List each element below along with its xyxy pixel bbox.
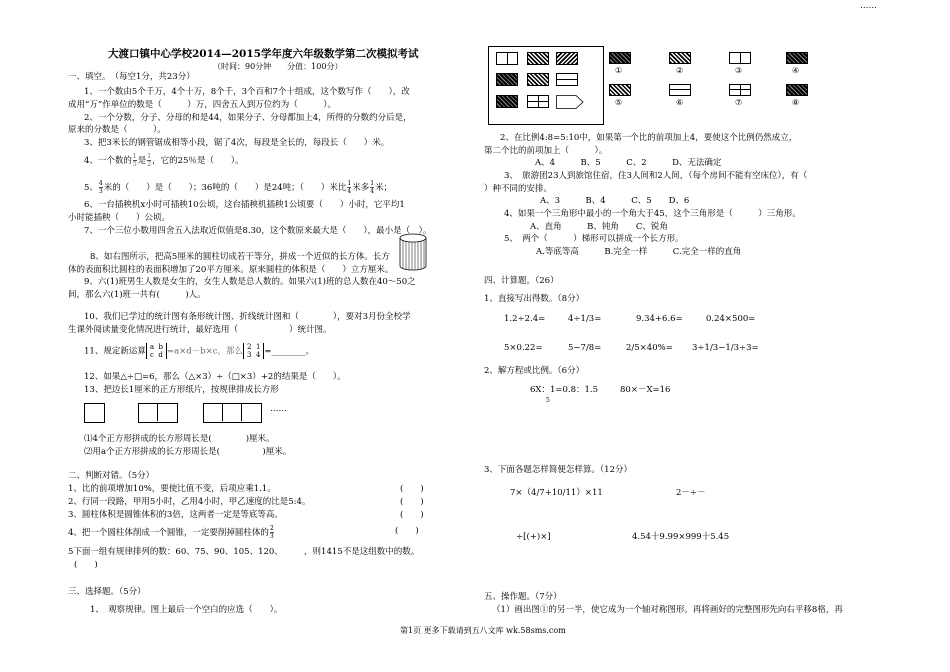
pattern-cell-8-hsplit: [527, 101, 549, 102]
pattern-cell-3: [556, 52, 578, 65]
option-3-split: [740, 52, 741, 64]
top-dots: ……: [860, 1, 877, 11]
equation-2: 80×－X=16: [620, 385, 671, 395]
q5: 5、 $\frac{4}{3}$ 米的（ ）是（ ）；36吨的（ ）是24吨；（ ）米比 $\frac{1}{4}$ 米多 $\frac{1}{4}$ 米；: [84, 180, 393, 195]
q3: 3、把3米长的钢管锯成相等小段，锯了4次，每段是全长的，每段长（ ）米。: [84, 138, 390, 148]
q11: 11、规定新运算 a b c d =a×d－b×c，那么 2 1 3 4 =________。: [84, 343, 315, 359]
q1-line2: 成用“万”作单位的数是（ ）万，四舍五入到万位约为（ ）。: [68, 100, 336, 110]
q2-line1: 2、一个分数，分子、分母的和是44，如果分子、分母都加上4，所得的分数约分后是，: [84, 113, 412, 123]
option-6-figure: [669, 84, 691, 96]
determinant-1: a b c d: [146, 343, 167, 359]
choice-3-line1: 3、 旅游团23人到旅馆住宿，住3人间和2人间，（每个房间不能有空床位），有（: [504, 171, 808, 181]
option-1-figure: [609, 52, 631, 64]
q13-part1: ⑴4个正方形拼成的长方形周长是( )厘米。: [84, 434, 275, 444]
judge-3-paren: ( ): [400, 510, 424, 520]
judge-3: 3、圆柱体积是圆锥体积的3倍，这两者一定是等底等高。: [68, 510, 283, 520]
cylinder-figure: [395, 232, 431, 272]
section-operation-heading: 五、操作题。（7分）: [484, 592, 562, 602]
equation-heading: 2、解方程或比例。（6分）: [484, 366, 585, 376]
q9-line2: 间，那么六(1)班一共有( )人。: [68, 290, 206, 300]
judge-4-paren: ( ): [395, 526, 419, 536]
option-7-vsplit: [740, 84, 741, 96]
choice-1: 1、 观察规律。图上最后一个空白的应选（ ）。: [90, 605, 283, 615]
pattern-cell-5: [527, 73, 549, 86]
section-judge-heading: 二、判断对错。（5分）: [68, 471, 155, 481]
q8-line1: 8、如右图所示，把高5厘米的圆柱切成若干等分，拼成一个近似的长方体。长方: [90, 252, 390, 262]
q12: 12、如果△÷□=6，那么（△×3）÷（□×3）+2的结果是（ ）。: [84, 372, 346, 382]
pattern-cell-arrow: [556, 95, 584, 110]
simplify-2: 2－÷－: [676, 488, 706, 498]
option-1-label: ①: [615, 66, 623, 75]
choice-2-line2: 第二个比的前项加上（ ）。: [484, 146, 608, 156]
judge-5: 5下面一组有规律排列的数：60、75、90、105、120、 ，则1415不是这组数中的数。: [68, 547, 420, 557]
exam-subtitle: （时间：90分钟 分值：100分）: [213, 62, 343, 71]
pattern-cell-2: [527, 52, 549, 65]
q2-line2: 原来的分数是（ ）。: [68, 125, 166, 135]
operation-1: （1）画出图①的另一半，使它成为一个轴对称图形。再将画好的完整图形先向右平移8格，再: [492, 605, 843, 615]
choice-4-options: A、直角 B、钝角 C、锐角: [530, 222, 668, 232]
q1-line1: 1、一个数由5个千万，4个十万，8个千，3个百和7个十组成，这个数写作（ ），改: [84, 87, 410, 97]
option-4-label: ④: [792, 66, 800, 75]
pattern-cell-6-split: [556, 79, 578, 80]
option-6-split: [669, 89, 691, 90]
determinant-2: 2 1 3 4: [243, 343, 264, 359]
pattern-cell-4: [496, 73, 518, 86]
calc-r2-c2: 5−7/8=: [568, 343, 602, 353]
choice-3-line2: ）种不同的安排。: [484, 184, 553, 194]
calc-r2-c3: 2/5×40%=: [626, 343, 673, 353]
equation-1-denominator: 5: [546, 397, 550, 404]
rect-2-divider: [157, 403, 158, 421]
squares-dots: ……: [270, 404, 287, 414]
choice-3-options: A、3 B、4 C、5 D、6: [540, 196, 690, 206]
page-footer: 第1页 更多下载请到五八文库 wk.58sms.com: [400, 626, 566, 635]
square-1: [84, 403, 105, 423]
simplify-heading: 3、下面各题怎样简便怎样算。（12分）: [484, 465, 632, 475]
option-5-figure: [609, 84, 631, 96]
option-4-figure: [786, 52, 808, 64]
choice-5: 5、 两个（ ）梯形可以拼成一个长方形。: [504, 234, 684, 244]
q9-line1: 9、六(1)班男生人数是女生的，女生人数是总人数的。如果六(1)班的总人数在40～50之: [84, 277, 416, 287]
judge-2-paren: ( ): [400, 497, 424, 507]
pattern-cell-7: [496, 95, 518, 108]
rect-3-divider-b: [241, 403, 242, 421]
option-3-label: ③: [735, 66, 743, 75]
equation-1: 6X：1=0.8：1.5: [530, 385, 599, 395]
judge-5-paren: ( ): [74, 560, 98, 570]
calc-r1-c1: 1.2÷2.4=: [504, 314, 546, 324]
calc-r2-c1: 5×0.22=: [504, 343, 543, 353]
calc-r2-c4: 3÷1/3−1/3÷3=: [692, 343, 759, 353]
calc-direct-heading: 1、直接写出得数。（8分）: [484, 294, 585, 304]
q4: 4、一个数的 $\frac{1}{5}$ 是 $\frac{1}{2}$ ，它的25％是（ ）。: [84, 153, 244, 168]
choice-2-line1: 2、在比例4:8=5:10中，如果第一个比的前项加上4，要使这个比例仍然成立，: [500, 133, 798, 143]
section-fill-heading: 一、填空。 （每空1分，共23分）: [68, 72, 195, 82]
q13-part2: ⑵用a个正方形拼成的长方形周长是( )厘米。: [84, 447, 292, 457]
calc-r1-c3: 9.34+6.6=: [636, 314, 683, 324]
judge-1: 1、比的前项增加10%，要使比值不变，后项应乘1.1。: [68, 484, 276, 494]
judge-4: 4、把一个圆柱体削成一个圆锥，一定要削掉圆柱体的 $\frac{2}{3}$: [68, 525, 274, 540]
fraction-2-3: $\frac{2}{3}$: [269, 525, 274, 540]
section-calc-heading: 四、计算题。（26）: [484, 276, 559, 286]
option-2-figure: [669, 52, 691, 64]
fraction-1-5: $\frac{1}{5}$: [132, 153, 137, 168]
option-2-label: ②: [676, 66, 684, 75]
calc-r1-c4: 0.24×500=: [706, 314, 756, 324]
choice-2-options: A、4 B、5 C、2 D、无法确定: [535, 158, 722, 168]
option-5-label: ⑤: [615, 98, 623, 107]
q6-line1: 6、一台插秧机x小时可插秧10公顷，这台插秧机插秧1公顷要（ ）小时，它平均1: [84, 200, 405, 210]
rect-2: [138, 403, 178, 423]
q6-line2: 小时能插秧（ ）公顷。: [68, 213, 171, 223]
choice-4: 4、如果一个三角形中最小的一个角大于45，这个三角形是（ ）三角形。: [504, 209, 801, 219]
choice-5-options: A.等底等高 B.完全一样 C.完全一样的直角: [536, 247, 742, 257]
rect-3-divider-a: [222, 403, 223, 421]
q8-line2: 体的表面积比圆柱的表面积增加了20平方厘米。原来圆柱的体积是（ ）立方厘米。: [68, 265, 394, 275]
option-8-figure: [786, 84, 808, 96]
option-6-label: ⑥: [676, 98, 684, 107]
option-7-hsplit: [729, 89, 751, 90]
fraction-1-4: $\frac{1}{4}$: [347, 180, 352, 195]
rect-3: [203, 403, 262, 423]
q10-line1: 10、我们已学过的统计图有条形统计图、折线统计图和（ ），要对3月份全校学: [84, 312, 411, 322]
q7: 7、一个三位小数用四舍五入法取近似值是8.30，这个数原来最大是（ ），最小是（ ）。: [84, 226, 432, 236]
fraction-4-3: $\frac{4}{3}$: [98, 180, 103, 195]
q13: 13、把边长1厘米的正方形纸片，按规律排成长方形: [84, 385, 279, 395]
simplify-1: 7×（4/7+10/11）×11: [510, 488, 603, 498]
exam-title: 大渡口镇中心学校2014—2015学年度六年级数学第二次模拟考试: [108, 48, 419, 60]
judge-2: 2、行同一段路，甲用5小时，乙用4小时，甲乙速度的比是5:4。: [68, 497, 311, 507]
q10-line2: 生课外阅读量变化情况进行统计，最好选用（ ）统计图。: [68, 325, 332, 335]
option-8-label: ⑧: [792, 98, 800, 107]
calc-r1-c2: 4÷1/3=: [568, 314, 602, 324]
option-7-label: ⑦: [735, 98, 743, 107]
judge-1-paren: ( ): [400, 484, 424, 494]
simplify-4: 4.54十9.99×999十5.45: [632, 532, 730, 542]
section-choice-heading: 三、选择题。（5分）: [68, 587, 146, 597]
pattern-cell-1-split: [507, 52, 508, 65]
fraction-1-4b: $\frac{1}{4}$: [370, 180, 375, 195]
fraction-1-2: $\frac{1}{2}$: [147, 153, 152, 168]
simplify-3: ÷[(+)×]: [516, 532, 551, 542]
